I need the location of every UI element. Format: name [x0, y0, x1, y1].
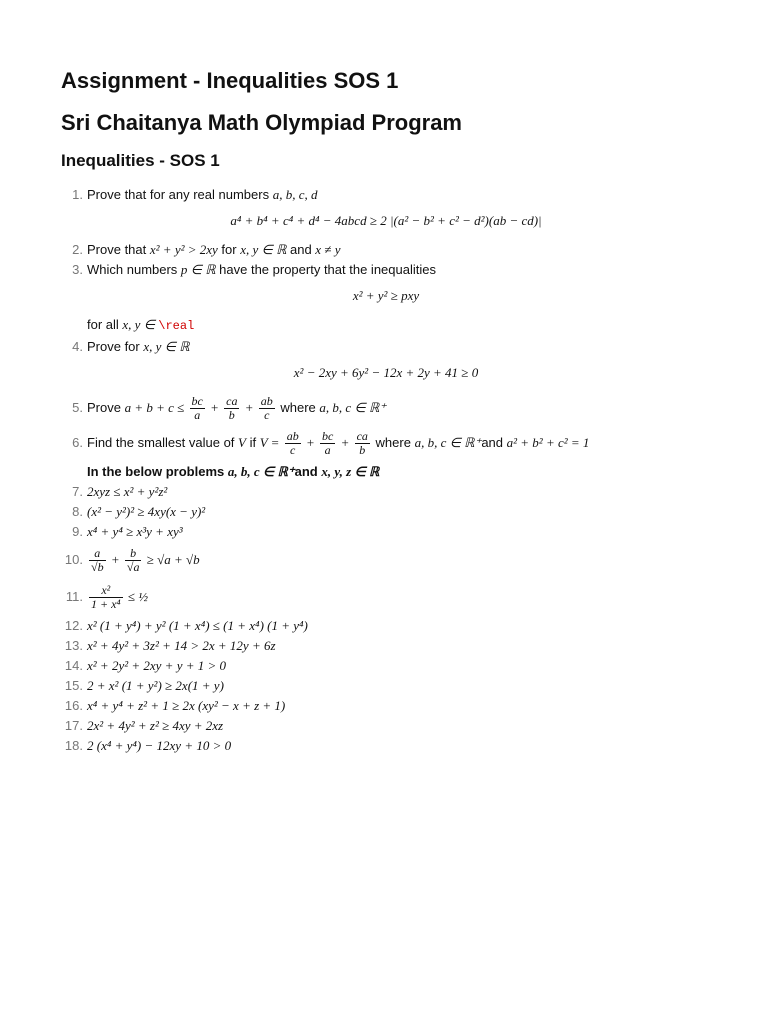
problem-12 — [61, 617, 711, 634]
math-inline: x⁴ + y⁴ ≥ x³y + xy³ — [87, 524, 183, 539]
problem-number: 4. — [72, 339, 83, 354]
problem-number: 18. — [64, 738, 83, 753]
fraction: $\frac{ca}{b}$ — [226, 394, 238, 423]
math-inline: V — [238, 435, 246, 450]
problem-11 — [61, 580, 711, 614]
problem-number: 13. — [64, 638, 83, 653]
problem-2 — [61, 241, 711, 258]
display-equation-1: a⁴ + b⁴ + c⁴ + d⁴ − 4abcd ≥ 2 |(a² − b² + c² − d²)(ab − cd)| — [230, 213, 542, 228]
problem-number: 12. — [64, 618, 83, 633]
fraction: $\frac{ca}{b}$ — [356, 429, 368, 458]
math-inline: 2 + x² (1 + y²) ≥ 2x(1 + y) — [87, 678, 224, 693]
problem-14 — [61, 657, 711, 674]
math-inline: p ∈ ℝ — [180, 262, 216, 277]
fraction: $\frac{ab}{c}$ — [286, 429, 299, 458]
fraction: $\frac{ab}{c}$ — [260, 394, 273, 423]
math-inline: 2xyz ≤ x² + y²z² — [87, 484, 168, 499]
problem-3 — [61, 261, 711, 278]
problem-text: Prove that for any real numbers — [87, 187, 273, 202]
problem-3-continuation — [61, 316, 711, 335]
math-inline: a² + b² + c² = 1 — [506, 435, 590, 450]
math-inline: 2x² + 4y² + z² ≥ 4xy + 2xz — [87, 718, 224, 733]
problem-number: 17. — [64, 718, 83, 733]
display-equation-3: x² + y² ≥ pxy — [352, 288, 420, 303]
problem-number: 14. — [64, 658, 83, 673]
problem-13 — [61, 637, 711, 654]
math-inline: a, b, c ∈ ℝ⁺ — [319, 400, 387, 415]
problem-number: 2. — [72, 242, 83, 257]
latex-error-text: \real — [158, 319, 195, 333]
problem-16 — [61, 697, 711, 714]
math-inline: x² + 4y² + 3z² + 14 > 2x + 12y + 6z — [87, 638, 276, 653]
section-title: Inequalities - SOS 1 — [61, 151, 220, 170]
math-inline: a, b, c, d — [272, 187, 318, 202]
problem-text: if — [245, 435, 260, 450]
page-title: Assignment - Inequalities SOS 1 — [61, 68, 399, 93]
math-inline: 2 (x⁴ + y⁴) − 12xy + 10 > 0 — [87, 738, 232, 753]
problem-text: Prove that — [87, 242, 150, 257]
display-equation-4: x² − 2xy + 6y² − 12x + 2y + 41 ≥ 0 — [293, 365, 479, 380]
math-inline: V = — [259, 435, 283, 450]
math-inline: (x² − y²)² ≥ 4xy(x − y)² — [87, 504, 206, 519]
problem-text: have the property that the inequalities — [215, 262, 436, 277]
problem-text: Which numbers — [87, 262, 181, 277]
note-text: In the below problems — [87, 464, 228, 479]
fraction: $\frac{bc}{a}$ — [191, 394, 203, 423]
problem-text: Prove for — [87, 339, 144, 354]
problem-number: 9. — [72, 524, 83, 539]
problem-18 — [61, 737, 711, 754]
math-inline: x, y, z ∈ ℝ — [321, 464, 380, 479]
problem-15 — [61, 677, 711, 694]
fraction: $\frac{a}{√b}$ — [91, 546, 104, 575]
problems-note — [61, 463, 711, 480]
problem-number: 5. — [72, 400, 83, 415]
math-inline: a, b, c ∈ ℝ⁺ — [227, 464, 295, 479]
problem-number: 16. — [64, 698, 83, 713]
fraction: $\frac{b}{√a}$ — [126, 546, 140, 575]
problem-text: Find the smallest value of — [87, 435, 239, 450]
math-inline: a, b, c ∈ ℝ⁺ — [414, 435, 482, 450]
problem-4 — [61, 338, 711, 355]
problem-number: 8. — [72, 504, 83, 519]
problem-5: 5. Prove a + b + c ≤ $\frac{bc}{a}$ + $\frac{ca}{b}$ + $\frac{ab}{c}$ where a, b, c ∈ ℝ⁺ — [61, 393, 711, 423]
problem-text: for — [217, 242, 241, 257]
math-inline: ≥ √a + √b — [143, 552, 200, 567]
problem-text: for all — [87, 317, 123, 332]
problem-9 — [61, 523, 711, 540]
math-inline: x, y ∈ — [122, 317, 159, 332]
problem-10: 10. $\frac{a}{√b}$ + $\frac{b}{√a}$ ≥ √a + √b — [61, 543, 711, 577]
math-inline: x ≠ y — [315, 242, 341, 257]
math-inline: a + b + c ≤ — [124, 400, 188, 415]
problem-text: where — [276, 400, 320, 415]
problem-number: 1. — [72, 187, 83, 202]
problem-number: 10. — [64, 552, 83, 567]
note-text: and — [294, 464, 322, 479]
math-inline: x² (1 + y⁴) + y² (1 + x⁴) ≤ (1 + x⁴) (1 + y⁴) — [87, 618, 308, 633]
problem-6: 6. Find the smallest value of V if V = $\frac{ab}{c}$ + $\frac{bc}{a}$ + $\frac{ca}{b}$ where a, b, c ∈ ℝ⁺and a² + b² + c² = 1 — [61, 426, 711, 460]
problem-text: where — [371, 435, 415, 450]
problem-number: 3. — [72, 262, 83, 277]
problem-8 — [61, 503, 711, 520]
fraction: $\frac{\text{x²}}{\text{1 + x⁴}}$ — [91, 583, 121, 612]
math-inline: x, y ∈ ℝ — [143, 339, 190, 354]
problem-text: and — [286, 242, 316, 257]
math-inline: x² + 2y² + 2xy + y + 1 > 0 — [87, 658, 227, 673]
fraction: $\frac{bc}{a}$ — [321, 429, 334, 458]
math-inline: ≤ ½ — [124, 589, 148, 604]
math-inline: x² + y² > 2xy — [149, 242, 218, 257]
problem-number: 15. — [64, 678, 83, 693]
document-page — [61, 66, 711, 757]
problem-text: and — [481, 435, 507, 450]
problem-17 — [61, 717, 711, 734]
problem-1 — [61, 186, 711, 203]
problem-text: Prove — [87, 400, 125, 415]
problem-number: 11. — [65, 589, 83, 604]
problem-number: 7. — [72, 484, 83, 499]
math-inline: x⁴ + y⁴ + z² + 1 ≥ 2x (xy² − x + z + 1) — [87, 698, 286, 713]
problem-number: 6. — [72, 435, 83, 450]
program-title: Sri Chaitanya Math Olympiad Program — [61, 110, 462, 135]
math-inline: x, y ∈ ℝ — [240, 242, 287, 257]
problem-7 — [61, 483, 711, 500]
